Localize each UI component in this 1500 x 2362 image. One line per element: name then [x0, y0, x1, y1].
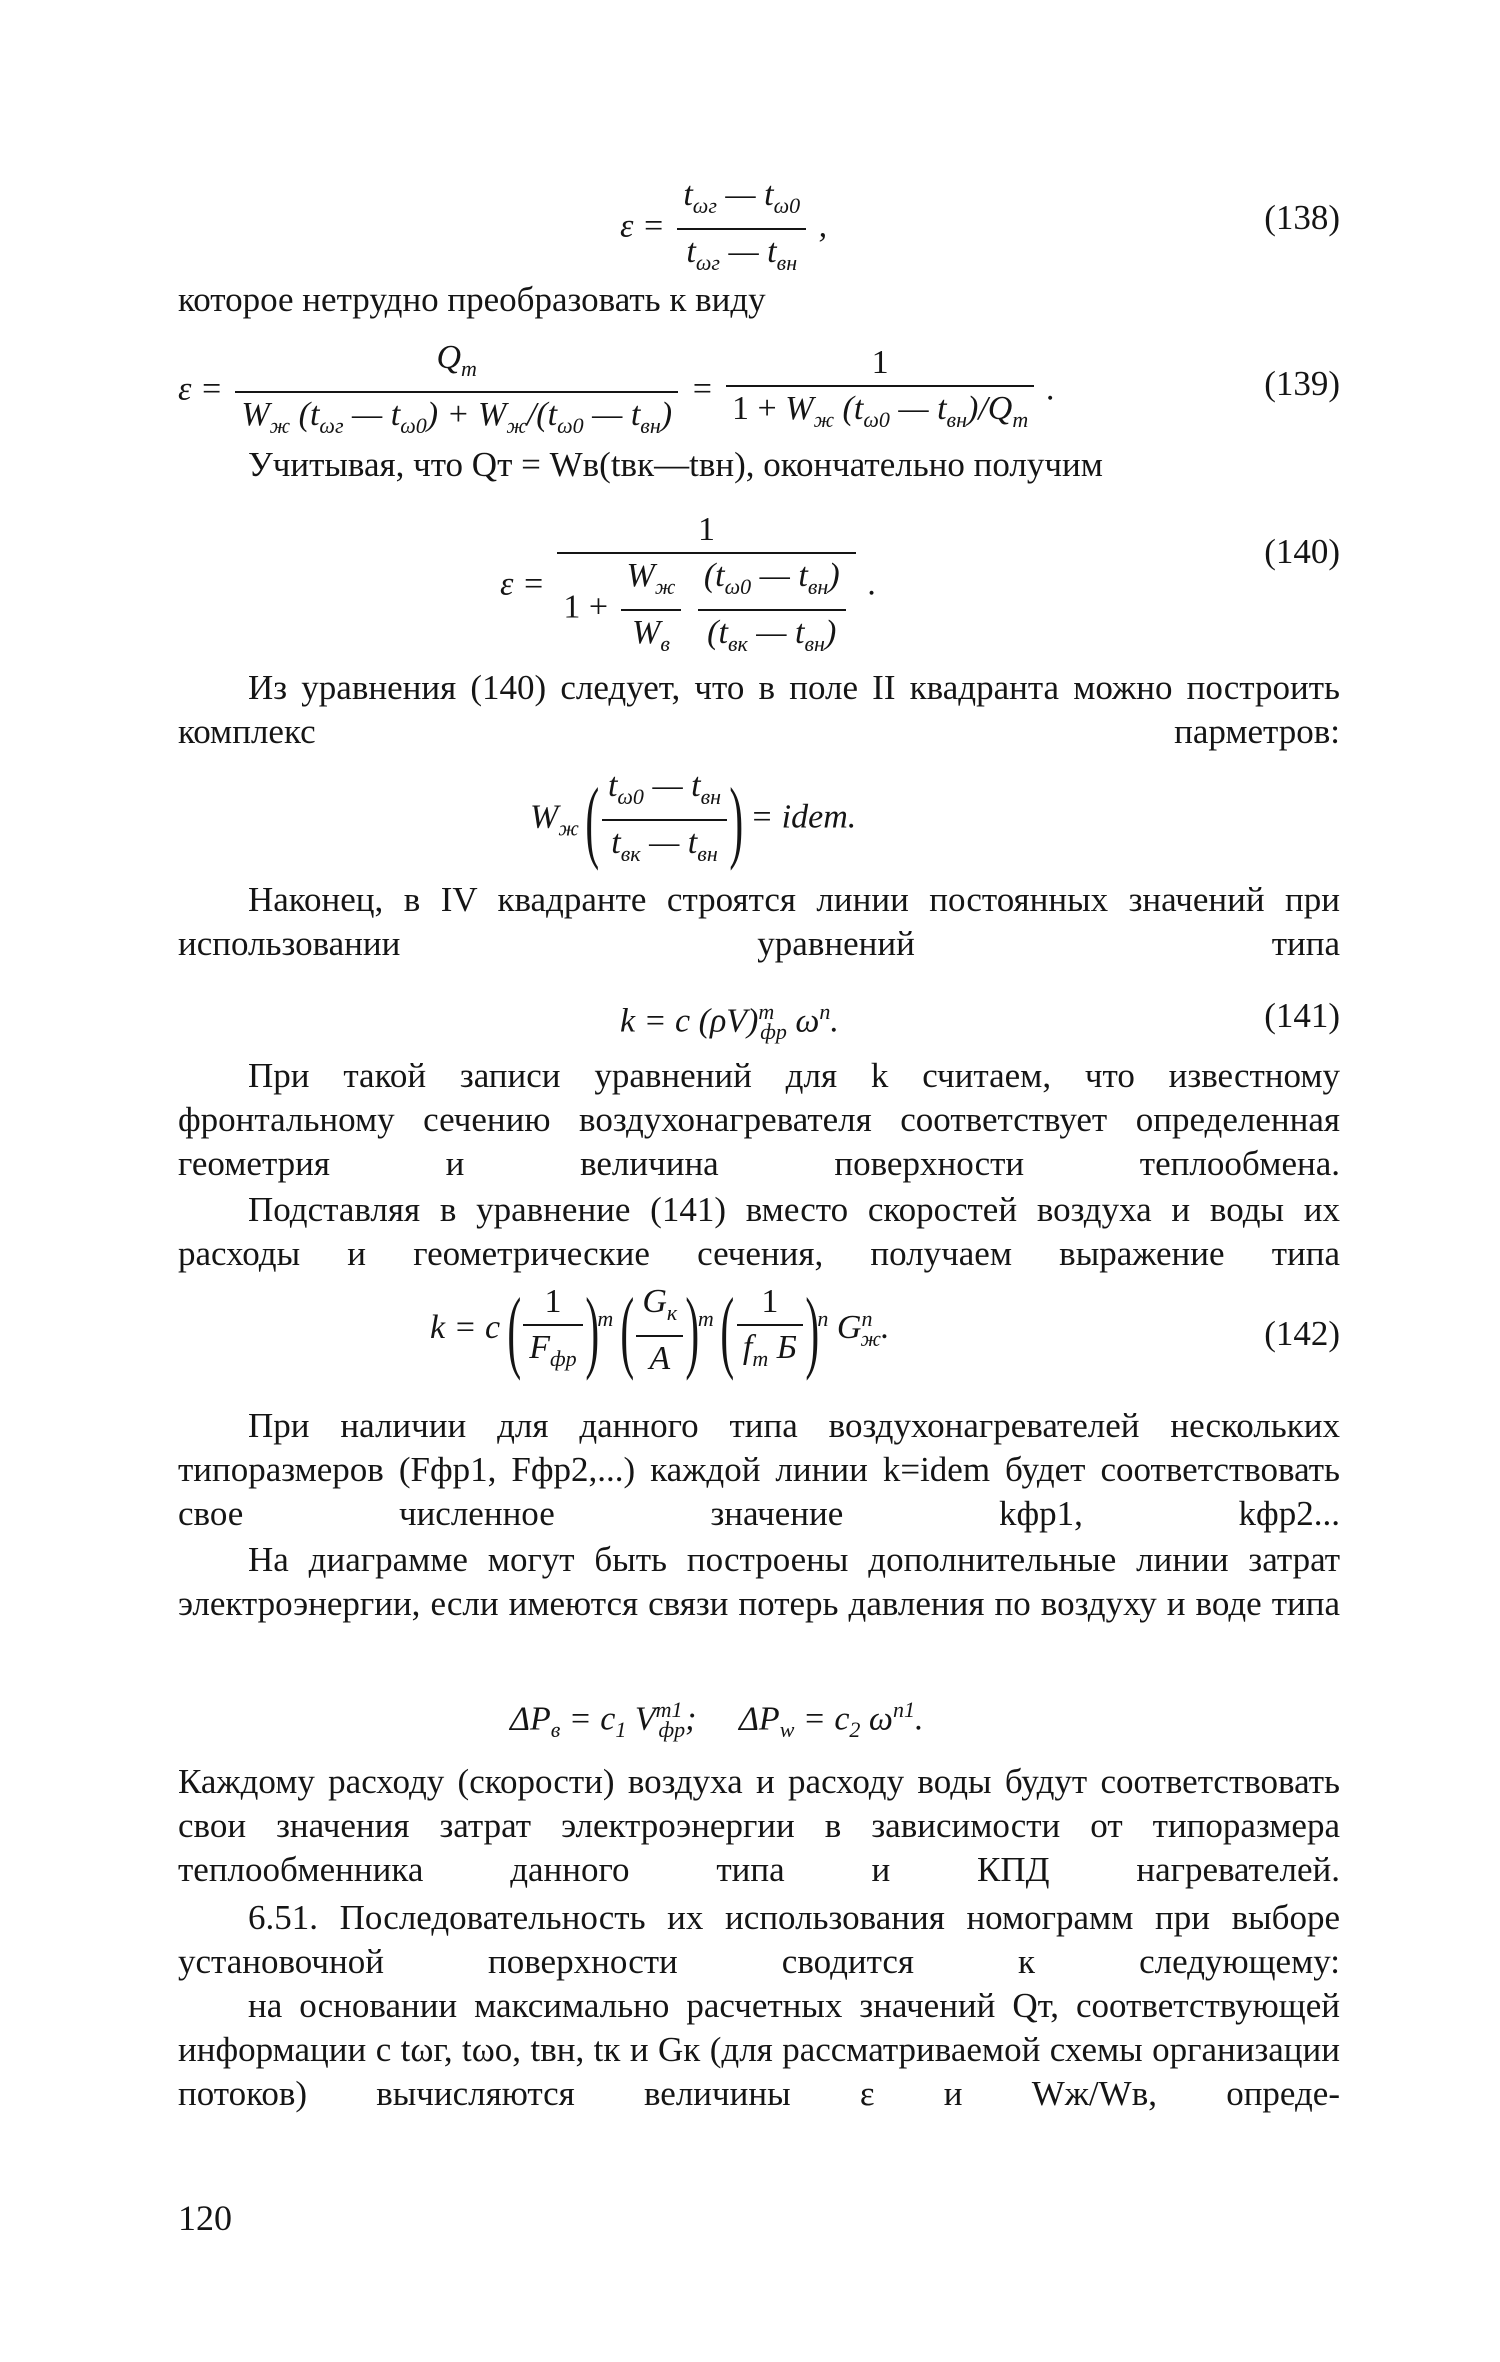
- paragraph: На диаграмме могут быть построены дополнительные линии затрат электроэнергии, если имеются связи потерь давления по воздуху и воде типа: [178, 1540, 1340, 1623]
- paragraph: Из уравнения (140) следует, что в поле II квадранта можно построить комплекс парметров:: [178, 668, 1340, 751]
- paragraph: 6.51. Последовательность их использования номограмм при выборе установочной поверхности сводится к следующему:: [178, 1898, 1340, 1981]
- paragraph: При наличии для данного типа воздухонагревателей нескольких типоразмеров (Fфр1, Fфр2,...) каждой линии k=idem будет соответствовать свое численное значение kфр1, kфр2...: [178, 1406, 1340, 1533]
- equation-140: ε = 1 1 + $\frac{W_ж}{W_в}$ $\frac{(t_{\omega 0} — t_{вн})}{(t_{вк} — t_{вн})}$ .: [500, 511, 877, 656]
- paragraph: При такой записи уравнений для k считаем, что известному фронтальному сечению воздухонагревателя соответствует определенная геометрия и величина поверхности теплообмена.: [178, 1056, 1340, 1183]
- paragraph: Подставляя в уравнение (141) вместо скоростей воздуха и воды их расходы и геометрические сечения, получаем выражение типа: [178, 1190, 1340, 1273]
- equation-number-142: (142): [1264, 1314, 1340, 1353]
- equation-number-138: (138): [1264, 198, 1340, 237]
- equation-complex-idem: $W_ж$ ( $\frac{t_{\omega 0} — t_{вн}}{t_{вк} — t_{вн}}$ ) = idem.: [530, 767, 857, 871]
- paragraph: Учитывая, что Qт = Wв(tвк—tвн), окончательно получим: [248, 445, 1103, 484]
- equation-142: k = c ( $\frac{1}{F_{фр}}$ )$^m$ ( $\frac{G_к}{A}$ )$^m$ ( $\frac{1}{f_m Б}$ )$^n$ $G^n_ж$.: [430, 1279, 890, 1382]
- equation-pressure-losses: $\Delta P_в = c_1$ $V^{m1}_{фр}$; $\Delta P_w = c_2$ $\omega^{n1}$.: [510, 1697, 924, 1743]
- equation-number-139: (139): [1264, 364, 1340, 403]
- paragraph: Наконец, в IV квадранте строятся линии постоянных значений при использовании уравнений типа: [178, 880, 1340, 963]
- equation-141: k = c $(\rho V)^m_{фр}$ $\omega^n$.: [620, 999, 839, 1045]
- paragraph: которое нетрудно преобразовать к виду: [178, 280, 766, 319]
- equation-number-141: (141): [1264, 996, 1340, 1035]
- equation-number-140: (140): [1264, 532, 1340, 571]
- paragraph: Каждому расходу (скорости) воздуха и расходу воды будут соответствовать свои значения затрат электроэнергии в зависимости от типоразмера теплообменника данного типа и КПД нагревателей.: [178, 1762, 1340, 1889]
- equation-139: ε = $\frac{Q_т}{W_ж (t_{\omega г} — t_{\omega 0}) + W_ж/(t_{\omega 0} — t_{вн})}$ = $\frac{1}{1 + W_ж (t_{\omega 0} — t_{вн})/Q_т}$ .: [178, 339, 1056, 438]
- paragraph: на основании максимально расчетных значений Qт, соответствующей информации с tωг, tωо, tвн, tк и Gк (для рассматриваемой схемы организации потоков) вычисляются величины ε и Wж/Wв, опреде-: [178, 1986, 1340, 2113]
- equation-138: ε = $\frac{t_{\omega г} — t_{\omega 0}}{t_{\omega г} — t_{вн}}$ ,: [620, 176, 828, 275]
- page-number: 120: [178, 2198, 232, 2238]
